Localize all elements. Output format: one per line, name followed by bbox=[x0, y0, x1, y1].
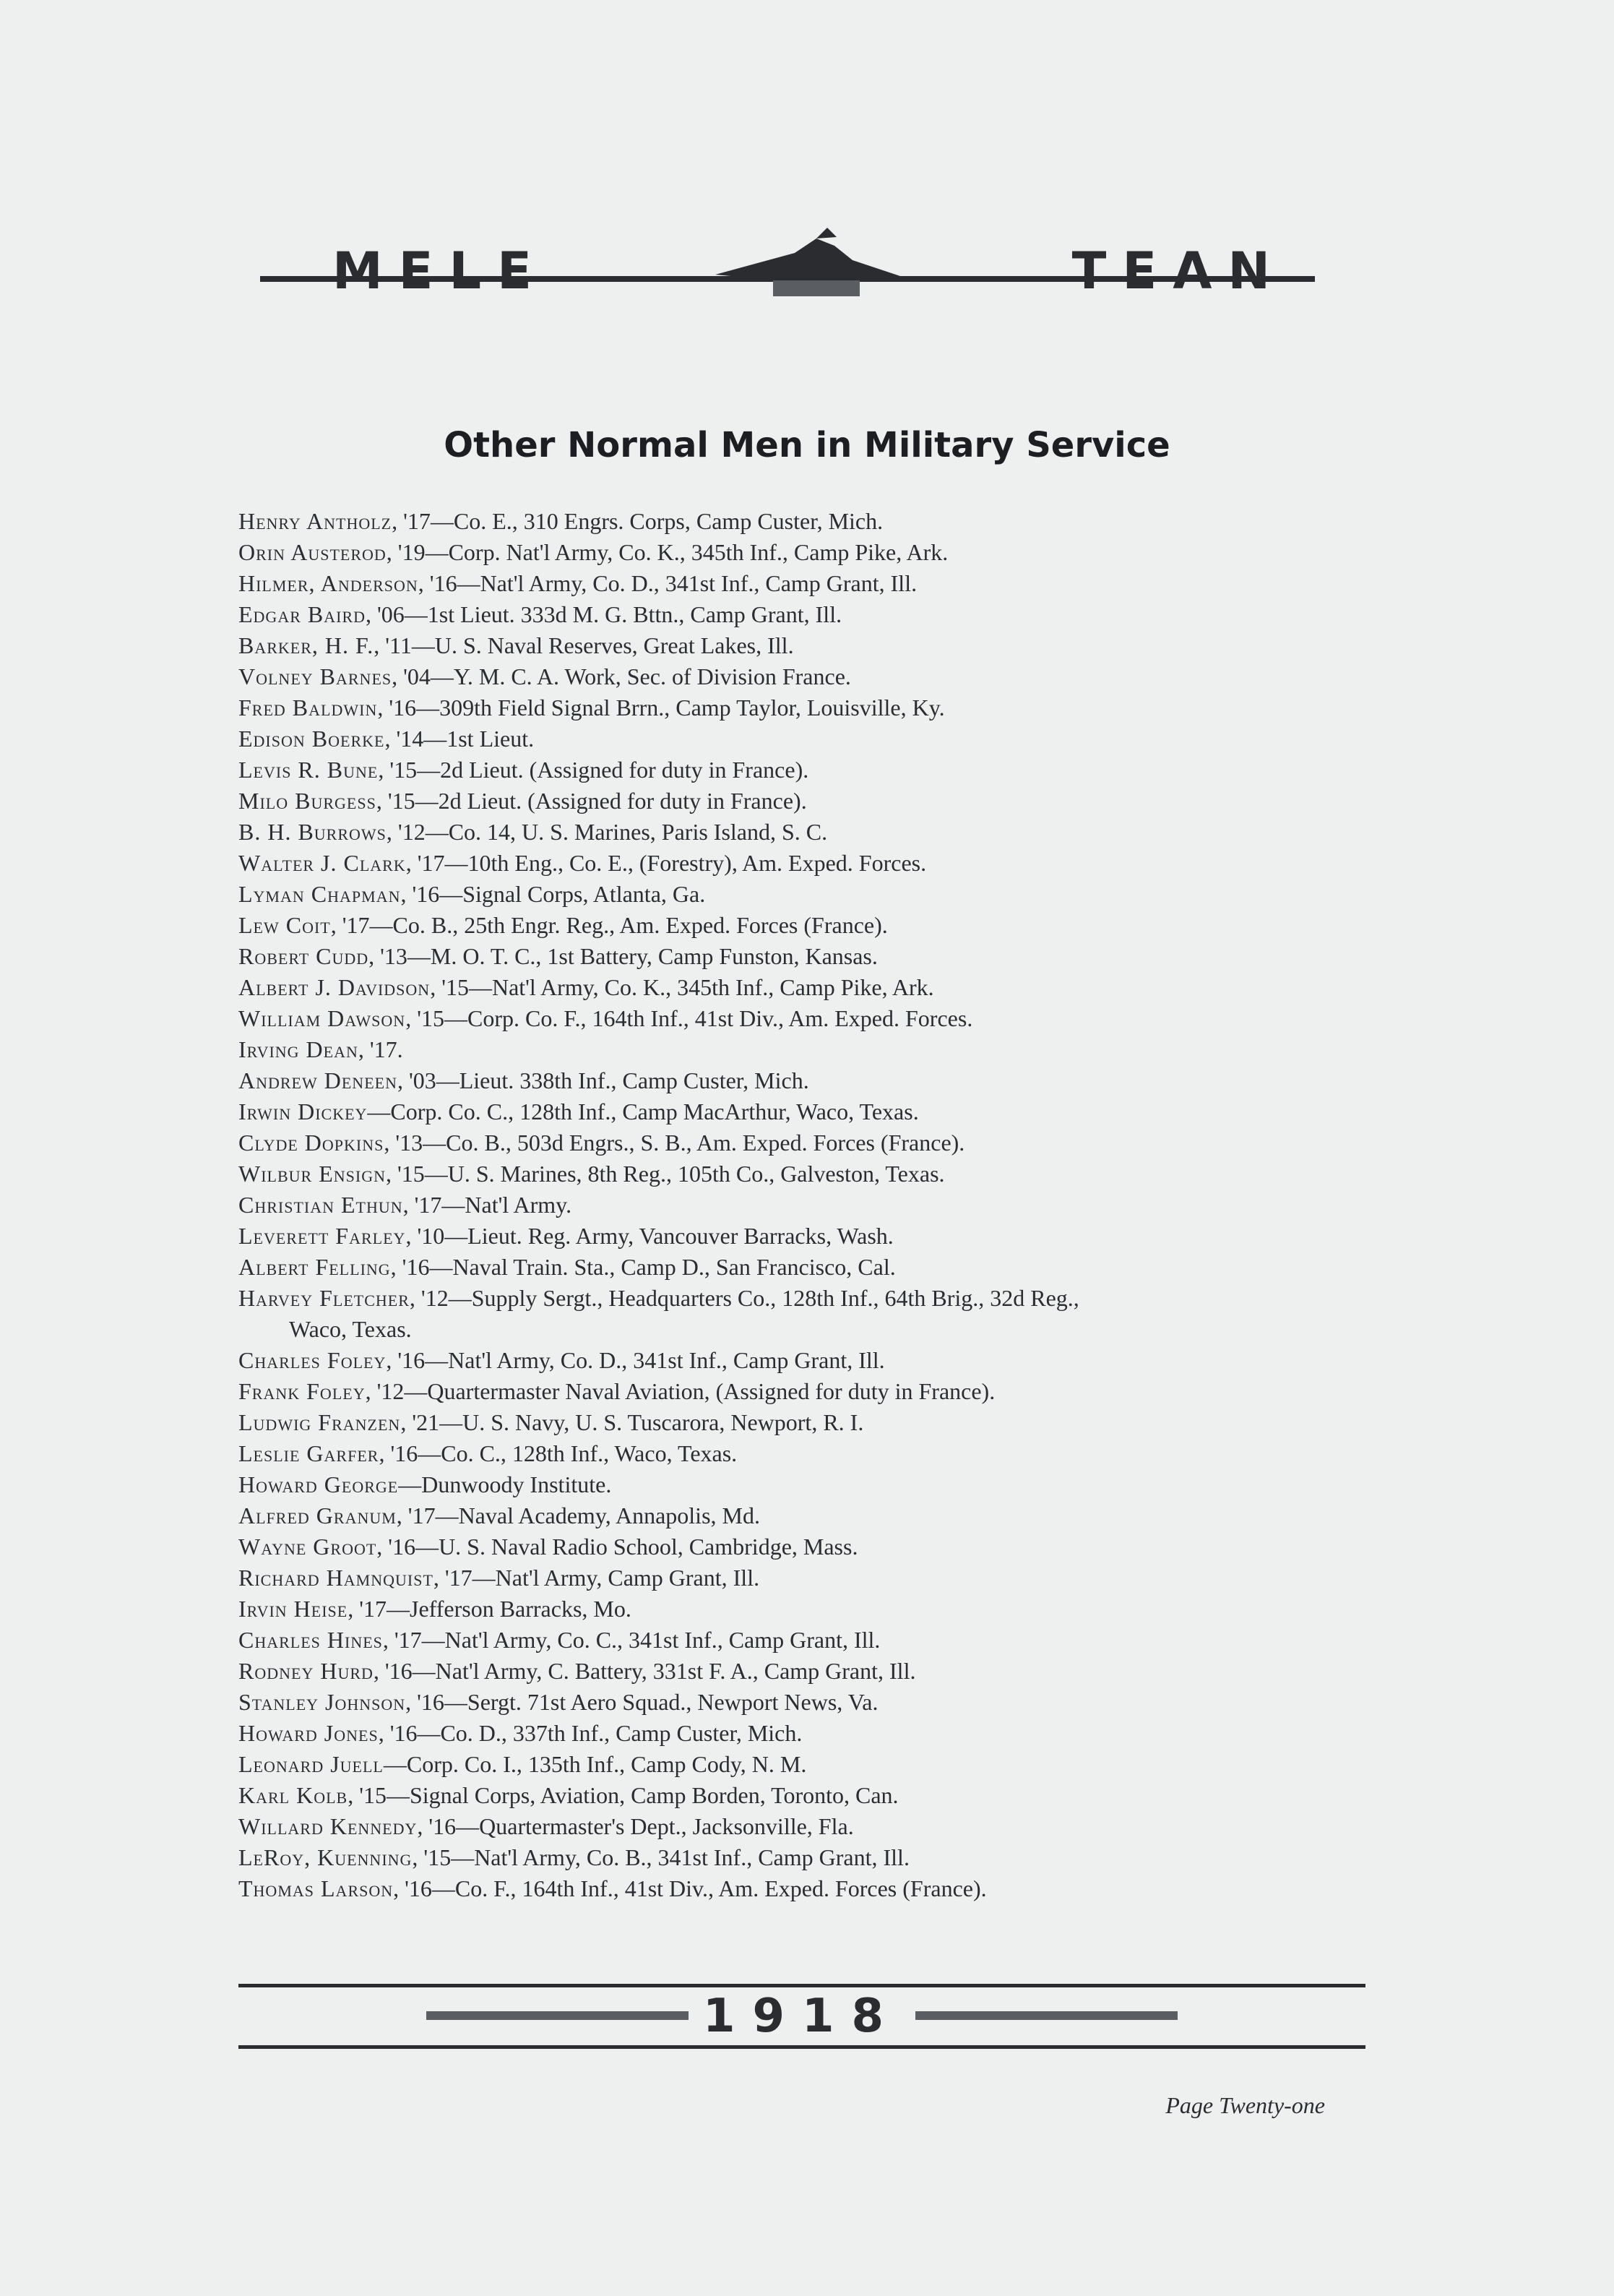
roster-name: Charles Foley bbox=[238, 1347, 387, 1373]
roster-entry bbox=[238, 1376, 1365, 1407]
roster-entry bbox=[238, 1283, 1365, 1314]
roster-detail: —Dunwoody Institute. bbox=[398, 1471, 612, 1497]
roster-entry bbox=[238, 1625, 1365, 1656]
roster-entry bbox=[238, 879, 1365, 910]
header-word-left: MELE bbox=[332, 241, 548, 301]
header-banner bbox=[246, 224, 1329, 318]
roster-name: Frank Foley bbox=[238, 1378, 366, 1404]
roster-detail: , '16—Co. D., 337th Inf., Camp Custer, Mich. bbox=[378, 1720, 803, 1746]
roster-detail: , '12—Supply Sergt., Headquarters Co., 128th Inf., 64th Brig., 32d Reg., bbox=[409, 1285, 1079, 1311]
roster-entry bbox=[238, 817, 1365, 848]
roster-detail: , '16—Co. F., 164th Inf., 41st Div., Am. Exped. Forces (France). bbox=[393, 1875, 987, 1901]
roster-name: Leslie Garfer bbox=[238, 1440, 379, 1466]
roster-name: Henry Antholz bbox=[238, 508, 392, 534]
roster-entry bbox=[238, 630, 1365, 661]
roster-entry bbox=[238, 723, 1365, 754]
roster-entry bbox=[238, 1500, 1365, 1531]
roster-name: Irwin Dickey bbox=[238, 1098, 368, 1125]
roster-name: Milo Burgess bbox=[238, 788, 376, 814]
roster-entry bbox=[238, 1034, 1365, 1065]
roster-entry bbox=[238, 1221, 1365, 1252]
roster-entry bbox=[238, 910, 1365, 941]
roster-entry-continuation: Waco, Texas. bbox=[289, 1316, 412, 1342]
footer-rule-bottom bbox=[238, 2045, 1365, 2049]
roster-entry bbox=[238, 1469, 1365, 1500]
roster-detail: , '17—Nat'l Army. bbox=[402, 1192, 572, 1218]
roster-name: Richard Hamnquist bbox=[238, 1565, 433, 1591]
roster-name: Walter J. Clark bbox=[238, 850, 406, 876]
roster-detail: , '15—Signal Corps, Aviation, Camp Borden, Toronto, Can. bbox=[348, 1782, 899, 1808]
service-roster bbox=[238, 506, 1365, 1904]
roster-name: Clyde Dopkins bbox=[238, 1130, 384, 1156]
roster-detail: , '03—Lieut. 338th Inf., Camp Custer, Mich. bbox=[397, 1067, 809, 1093]
roster-name: Ludwig Franzen bbox=[238, 1409, 401, 1435]
roster-name: William Dawson bbox=[238, 1005, 406, 1031]
roster-name: Lyman Chapman bbox=[238, 881, 401, 907]
roster-name: Rodney Hurd bbox=[238, 1658, 374, 1684]
roster-entry bbox=[238, 1252, 1365, 1283]
roster-name: Leverett Farley bbox=[238, 1223, 406, 1249]
roster-entry bbox=[238, 1065, 1365, 1096]
footer-year: 1918 bbox=[689, 1990, 915, 2043]
roster-name: Leonard Juell bbox=[238, 1751, 384, 1777]
header-word-right: TEAN bbox=[1071, 241, 1286, 301]
roster-name: Charles Hines bbox=[238, 1627, 383, 1653]
roster-detail: , '17—Nat'l Army, Co. C., 341st Inf., Camp Grant, Ill. bbox=[382, 1627, 881, 1653]
roster-name: Wilbur Ensign bbox=[238, 1161, 386, 1187]
roster-detail: , '12—Quartermaster Naval Aviation, (Assigned for duty in France). bbox=[365, 1378, 996, 1404]
roster-entry bbox=[238, 1158, 1365, 1190]
roster-detail: , '16—Co. C., 128th Inf., Waco, Texas. bbox=[379, 1440, 738, 1466]
roster-name: Hilmer, Anderson bbox=[238, 570, 418, 596]
roster-detail: , '17—Co. E., 310 Engrs. Corps, Camp Custer, Mich. bbox=[392, 508, 884, 534]
roster-entry bbox=[238, 941, 1365, 972]
roster-detail: , '16—309th Field Signal Brrn., Camp Taylor, Louisville, Ky. bbox=[377, 695, 945, 721]
roster-entry bbox=[238, 754, 1365, 786]
roster-name: Thomas Larson bbox=[238, 1875, 394, 1901]
roster-detail: , '16—Nat'l Army, Co. D., 341st Inf., Camp Grant, Ill. bbox=[418, 570, 918, 596]
roster-name: Edgar Baird bbox=[238, 601, 366, 627]
roster-entry bbox=[238, 1594, 1365, 1625]
roster-detail: , '16—U. S. Naval Radio School, Cambridge, Mass. bbox=[376, 1534, 858, 1560]
roster-detail: , '12—Co. 14, U. S. Marines, Paris Island, S. C. bbox=[386, 819, 828, 845]
roster-entry bbox=[238, 1656, 1365, 1687]
roster-detail: , '13—M. O. T. C., 1st Battery, Camp Funston, Kansas. bbox=[368, 943, 878, 969]
roster-entry bbox=[238, 1562, 1365, 1594]
roster-detail: , '16—Naval Train. Sta., Camp D., San Francisco, Cal. bbox=[390, 1254, 896, 1280]
roster-detail: , '06—1st Lieut. 333d M. G. Bttn., Camp Grant, Ill. bbox=[366, 601, 842, 627]
roster-detail: , '17—Nat'l Army, Camp Grant, Ill. bbox=[433, 1565, 760, 1591]
roster-entry bbox=[238, 848, 1365, 879]
page-title: Other Normal Men in Military Service bbox=[444, 425, 1170, 465]
footer-rule-top bbox=[238, 1984, 1365, 1987]
roster-name: Robert Cudd bbox=[238, 943, 369, 969]
roster-name: Barker, H. F. bbox=[238, 632, 374, 658]
roster-detail: , '19—Corp. Nat'l Army, Co. K., 345th Inf., Camp Pike, Ark. bbox=[386, 539, 949, 565]
roster-name: B. H. Burrows bbox=[238, 819, 387, 845]
roster-entry bbox=[238, 1438, 1365, 1469]
roster-detail: , '13—Co. B., 503d Engrs., S. B., Am. Exped. Forces (France). bbox=[384, 1130, 965, 1156]
roster-name: Howard George bbox=[238, 1471, 399, 1497]
roster-detail: , '15—2d Lieut. (Assigned for duty in France). bbox=[376, 788, 807, 814]
roster-detail: , '11—U. S. Naval Reserves, Great Lakes, Ill. bbox=[374, 632, 794, 658]
roster-detail: , '21—U. S. Navy, U. S. Tuscarora, Newport, R. I. bbox=[400, 1409, 864, 1435]
roster-name: Wayne Groot bbox=[238, 1534, 377, 1560]
roster-detail: , '15—Corp. Co. F., 164th Inf., 41st Div., Am. Exped. Forces. bbox=[405, 1005, 973, 1031]
roster-name: Orin Austerod bbox=[238, 539, 387, 565]
roster-detail: , '16—Signal Corps, Atlanta, Ga. bbox=[400, 881, 706, 907]
roster-entry bbox=[238, 786, 1365, 817]
roster-entry bbox=[238, 1345, 1365, 1376]
roster-detail: , '15—Nat'l Army, Co. B., 341st Inf., Camp Grant, Ill. bbox=[412, 1844, 910, 1870]
roster-entry bbox=[238, 1407, 1365, 1438]
roster-entry bbox=[238, 568, 1365, 599]
roster-name: Alfred Granum bbox=[238, 1502, 397, 1528]
roster-detail: , '17—Co. B., 25th Engr. Reg., Am. Exped. Forces (France). bbox=[330, 912, 888, 938]
roster-entry bbox=[238, 599, 1365, 630]
roster-detail: , '16—Sergt. 71st Aero Squad., Newport News, Va. bbox=[405, 1689, 879, 1715]
roster-entry bbox=[238, 1780, 1365, 1811]
roster-entry bbox=[238, 1003, 1365, 1034]
roster-name: Karl Kolb bbox=[238, 1782, 348, 1808]
roster-name: Howard Jones bbox=[238, 1720, 379, 1746]
roster-detail: , '17. bbox=[358, 1036, 403, 1062]
roster-detail: , '10—Lieut. Reg. Army, Vancouver Barracks, Wash. bbox=[405, 1223, 894, 1249]
roster-name: Andrew Deneen bbox=[238, 1067, 397, 1093]
roster-detail: , '15—U. S. Marines, 8th Reg., 105th Co., Galveston, Texas. bbox=[385, 1161, 945, 1187]
roster-entry bbox=[238, 1687, 1365, 1718]
roster-name: Volney Barnes bbox=[238, 663, 392, 689]
roster-name: Christian Ethun bbox=[238, 1192, 403, 1218]
roster-name: Levis R. Bune bbox=[238, 757, 379, 783]
page-number: Page Twenty-one bbox=[1165, 2092, 1325, 2118]
roster-detail: , '17—Naval Academy, Annapolis, Md. bbox=[396, 1502, 760, 1528]
roster-entry bbox=[238, 1190, 1365, 1221]
roster-entry bbox=[238, 1842, 1365, 1873]
roster-detail: , '15—2d Lieut. (Assigned for duty in France). bbox=[378, 757, 809, 783]
roster-entry bbox=[238, 537, 1365, 568]
roster-entry bbox=[238, 1531, 1365, 1562]
roster-entry bbox=[238, 692, 1365, 723]
roster-detail: , '17—10th Eng., Co. E., (Forestry), Am. Exped. Forces. bbox=[405, 850, 927, 876]
roster-name: LeRoy, Kuenning bbox=[238, 1844, 413, 1870]
roster-entry bbox=[238, 1811, 1365, 1842]
roster-name: Irving Dean bbox=[238, 1036, 358, 1062]
roster-name: Harvey Fletcher bbox=[238, 1285, 410, 1311]
roster-entry bbox=[238, 1873, 1365, 1904]
roster-detail: —Corp. Co. C., 128th Inf., Camp MacArthur, Waco, Texas. bbox=[367, 1098, 919, 1125]
roster-name: Albert Felling bbox=[238, 1254, 391, 1280]
roster-entry bbox=[238, 661, 1365, 692]
footer-banner bbox=[238, 1984, 1365, 2049]
roster-name: Albert J. Davidson bbox=[238, 974, 431, 1000]
roster-detail: , '16—Quartermaster's Dept., Jacksonville, Fla. bbox=[417, 1813, 854, 1839]
roster-name: Fred Baldwin bbox=[238, 695, 378, 721]
roster-entry bbox=[238, 972, 1365, 1003]
roster-entry bbox=[238, 506, 1365, 537]
roster-entry bbox=[238, 1749, 1365, 1780]
roster-detail: , '04—Y. M. C. A. Work, Sec. of Division France. bbox=[392, 663, 851, 689]
roster-detail: —Corp. Co. I., 135th Inf., Camp Cody, N. M. bbox=[383, 1751, 807, 1777]
roster-detail: , '16—Nat'l Army, C. Battery, 331st F. A., Camp Grant, Ill. bbox=[373, 1658, 916, 1684]
roster-name: Willard Kennedy bbox=[238, 1813, 418, 1839]
roster-name: Edison Boerke bbox=[238, 726, 385, 752]
roster-detail: , '15—Nat'l Army, Co. K., 345th Inf., Camp Pike, Ark. bbox=[430, 974, 934, 1000]
roster-name: Irvin Heise bbox=[238, 1596, 348, 1622]
roster-name: Stanley Johnson bbox=[238, 1689, 406, 1715]
roster-detail: , '17—Jefferson Barracks, Mo. bbox=[348, 1596, 631, 1622]
eagle-icon bbox=[708, 224, 925, 318]
roster-entry bbox=[238, 1718, 1365, 1749]
roster-detail: , '14—1st Lieut. bbox=[384, 726, 535, 752]
roster-name: Lew Coit bbox=[238, 912, 331, 938]
roster-detail: , '16—Nat'l Army, Co. D., 341st Inf., Camp Grant, Ill. bbox=[386, 1347, 885, 1373]
roster-entry bbox=[238, 1127, 1365, 1158]
roster-entry bbox=[238, 1096, 1365, 1127]
